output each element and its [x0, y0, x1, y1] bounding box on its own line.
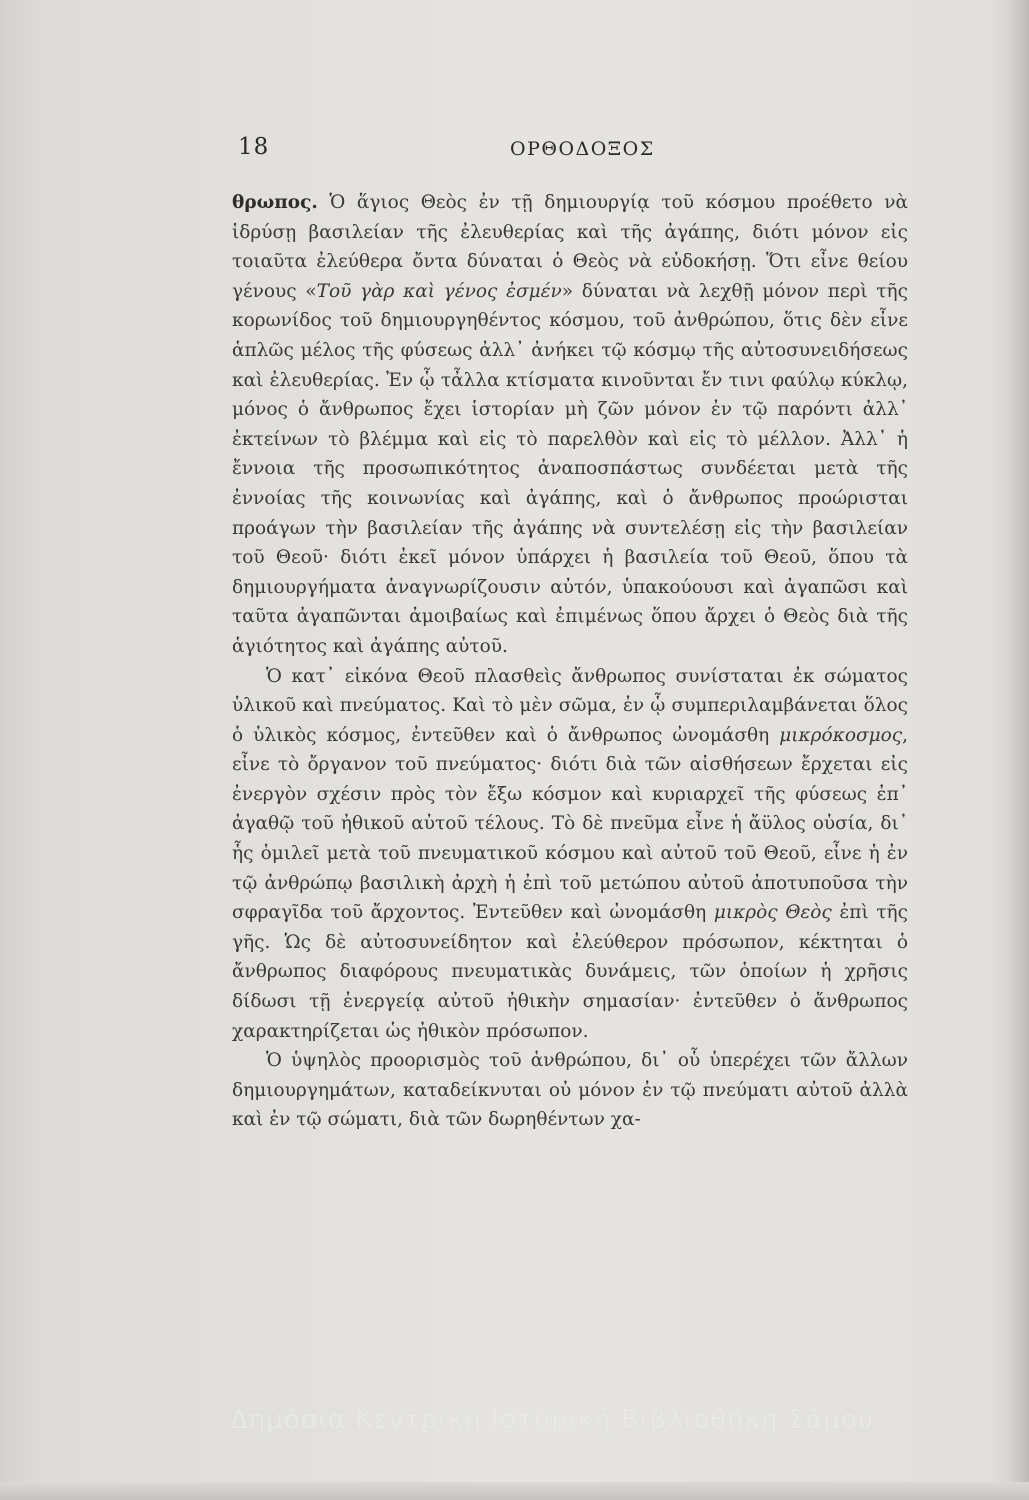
paragraph-1-lead: θρωπος.: [232, 192, 318, 213]
body-text: [232, 188, 908, 1135]
paragraph-1-text-cont: » δύναται νὰ λεχθῇ μόνον περὶ τῆς κορωνίδος τοῦ δημιουργηθέντος κόσμου, τοῦ ἀνθρώπου, ὅτις δὲν εἶνε ἁπλῶς μέλος τῆς φύσεως ἀλλ᾽ ἀνήκει τῷ κόσμῳ τῆς αὐτοσυνειδήσεως καὶ ἐλευθερίας. Ἐν ᾧ τἆλλα κτίσματα κινοῦνται ἔν τινι φαύλῳ κύκλῳ, μόνος ὁ ἄνθρωπος ἔχει ἱστορίαν μὴ ζῶν μόνον ἐν τῷ παρόντι ἀλλ᾽ ἐκτείνων τὸ βλέμμα καὶ εἰς τὸ παρελθὸν καὶ εἰς τὸ μέλλον. Ἀλλ᾽ ἡ ἔννοια τῆς προσωπικότητος ἀναποσπάστως συνδέεται μετὰ τῆς ἐννοίας τῆς κοινωνίας καὶ ἀγάπης, καὶ ὁ ἄνθρωπος προώρισται προάγων τὴν βασιλείαν τῆς ἀγάπης νὰ συντελέσῃ εἰς τὴν βασιλείαν τοῦ Θεοῦ· διότι ἐκεῖ μόνον ὑπάρχει ἡ βασιλεία τοῦ Θεοῦ, ὅπου τὰ δημιουργήματα ἀναγνωρίζουσιν αὐτόν, ὑπακούουσι καὶ ἀγαπῶσι καὶ ταῦτα ἀγαπῶνται ἀμοιβαίως καὶ ἐπιμένως ὅπου ἄρχει ὁ Θεὸς διὰ τῆς ἁγιότητος καὶ ἀγάπης αὐτοῦ.: [232, 280, 908, 657]
library-watermark: Δημόσια Κεντρική Ιστορική Βιβλιοθήκη Σάμου: [230, 1405, 874, 1435]
paragraph-2: [232, 662, 908, 1047]
paragraph-1: [232, 188, 908, 662]
page-number: 18: [238, 134, 270, 160]
running-title: ΟΡΘΟΔΟΞΟΣ: [510, 138, 655, 160]
paragraph-2-text-a: Ὁ κατ᾽ εἰκόνα Θεοῦ πλασθεὶς ἄνθρωπος συνίσταται ἐκ σώματος ὑλικοῦ καὶ πνεύματος. Καὶ τὸ μὲν σῶμα, ἐν ᾧ συμπεριλαμβάνεται ὅλος ὁ ὑλικὸς κόσμος, ἐντεῦθεν καὶ ὁ ἄνθρωπος ὠνομάσθη: [232, 665, 908, 746]
paragraph-2-italic-a: μικρόκοσμος: [779, 724, 903, 746]
paragraph-3-text: Ὁ ὑψηλὸς προορισμὸς τοῦ ἀνθρώπου, δι᾽ οὗ ὑπερέχει τῶν ἄλλων δημιουργημάτων, καταδείκνυται οὐ μόνον ἐν τῷ πνεύματι αὐτοῦ ἀλλὰ καὶ ἐν τῷ σώματι, διὰ τῶν δωρηθέντων χα-: [232, 1050, 908, 1131]
paragraph-2-italic-b: μικρὸς Θεὸς: [713, 902, 832, 924]
page-edge-shadow: [1007, 0, 1029, 1500]
paragraph-2-text-b: , εἶνε τὸ ὄργανον τοῦ πνεύματος· διότι διὰ τῶν αἰσθήσεων ἔρχεται εἰς ἐνεργὸν σχέσιν πρὸς τὸν ἔξω κόσμον καὶ κυριαρχεῖ τῆς φύσεως ἐπ᾽ ἀγαθῷ τοῦ ἠθικοῦ αὐτοῦ τέλους. Τὸ δὲ πνεῦμα εἶνε ἡ ἄϋλος οὐσία, δι᾽ ἧς ὁμιλεῖ μετὰ τοῦ πνευματικοῦ κόσμου καὶ αὐτοῦ τοῦ Θεοῦ, εἶνε ἡ ἐν τῷ ἀνθρώπῳ βασιλικὴ ἀρχὴ ἡ ἐπὶ τοῦ μετώπου αὐτοῦ ἀποτυποῦσα τὴν σφραγῖδα τοῦ ἄρχοντος. Ἐντεῦθεν καὶ ὠνομάσθη: [232, 724, 908, 924]
page-header: [238, 134, 658, 168]
paragraph-2-text-c: ἐπὶ τῆς γῆς. Ὡς δὲ αὐτοσυνείδητον καὶ ἐλεύθερον πρόσωπον, κέκτηται ὁ ἄνθρωπος διαφόρους πνευματικὰς δυνάμεις, τῶν ὁποίων ἡ χρῆσις δίδωσι τῇ ἐνεργείᾳ αὐτοῦ ἠθικὴν σημασίαν· ἐντεῦθεν ὁ ἄνθρωπος χαρακτηρίζεται ὡς ἠθικὸν πρόσωπον.: [232, 902, 908, 1042]
paragraph-1-text: Ὁ ἅγιος Θεὸς ἐν τῇ δημιουργίᾳ τοῦ κόσμου προέθετο νὰ ἱδρύσῃ βασιλείαν τῆς ἐλευθερίας καὶ τῆς ἀγάπης, διότι μόνον εἰς τοιαῦτα ἐλεύθερα ὄντα δύναται ὁ Θεὸς νὰ εὐδοκήσῃ. Ὅτι εἶνε θείου γένους «: [232, 192, 908, 302]
paragraph-1-quote: Τοῦ γὰρ καὶ γένος ἐσμέν: [316, 280, 562, 302]
page-bottom-edge: [0, 1482, 1029, 1500]
paragraph-3: [232, 1046, 908, 1135]
